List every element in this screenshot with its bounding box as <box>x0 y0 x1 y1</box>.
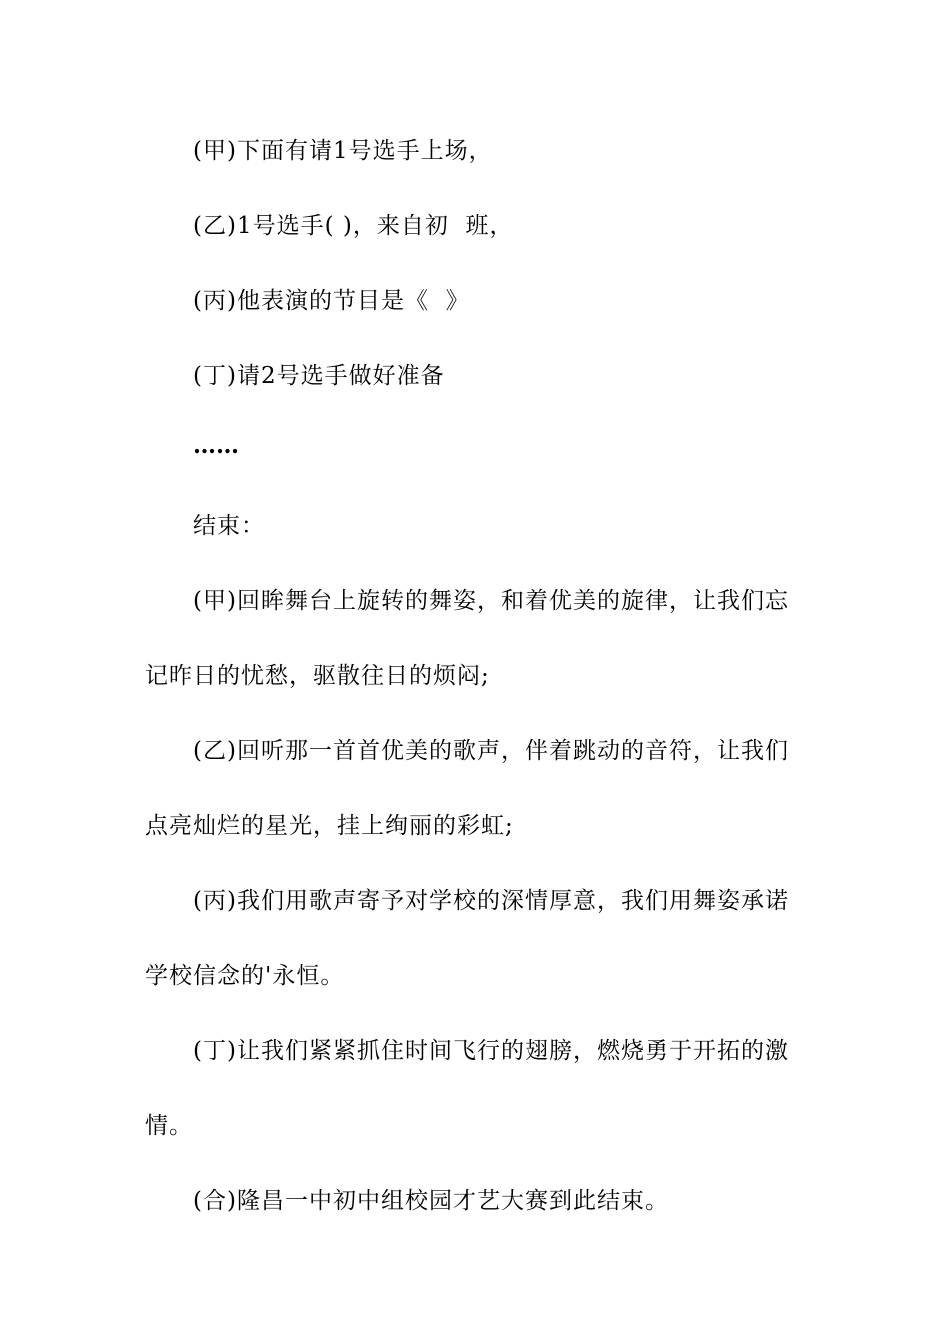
paragraph-line-1: (甲)下面有请1号选手上场， <box>193 138 493 164</box>
paragraph-line-9: (乙)回听那一首首优美的歌声，伴着跳动的音符，让我们 <box>193 738 789 764</box>
paragraph-line-8: 记昨日的忧愁，驱散往日的烦闷; <box>145 663 490 689</box>
paragraph-line-2: (乙)1号选手( )，来自初 班， <box>193 213 514 239</box>
paragraph-line-10: 点亮灿烂的星光，挂上绚丽的彩虹; <box>145 813 514 839</box>
paragraph-line-14: 情。 <box>145 1113 193 1139</box>
paragraph-line-11: (丙)我们用歌声寄予对学校的深情厚意，我们用舞姿承诺 <box>193 888 789 914</box>
paragraph-line-7: (甲)回眸舞台上旋转的舞姿，和着优美的旋律，让我们忘 <box>193 588 789 614</box>
paragraph-line-15: (合)隆昌一中初中组校园才艺大赛到此结束。 <box>193 1188 669 1214</box>
paragraph-line-4: (丁)请2号选手做好准备 <box>193 363 445 389</box>
section-heading-end: 结束： <box>193 513 265 539</box>
paragraph-line-3: (丙)他表演的节目是《 》 <box>193 288 470 314</box>
paragraph-line-12: 学校信念的'永恒。 <box>145 963 345 989</box>
ellipsis-line: …… <box>193 432 239 459</box>
paragraph-line-13: (丁)让我们紧紧抓住时间飞行的翅膀，燃烧勇于开拓的激 <box>193 1038 789 1064</box>
